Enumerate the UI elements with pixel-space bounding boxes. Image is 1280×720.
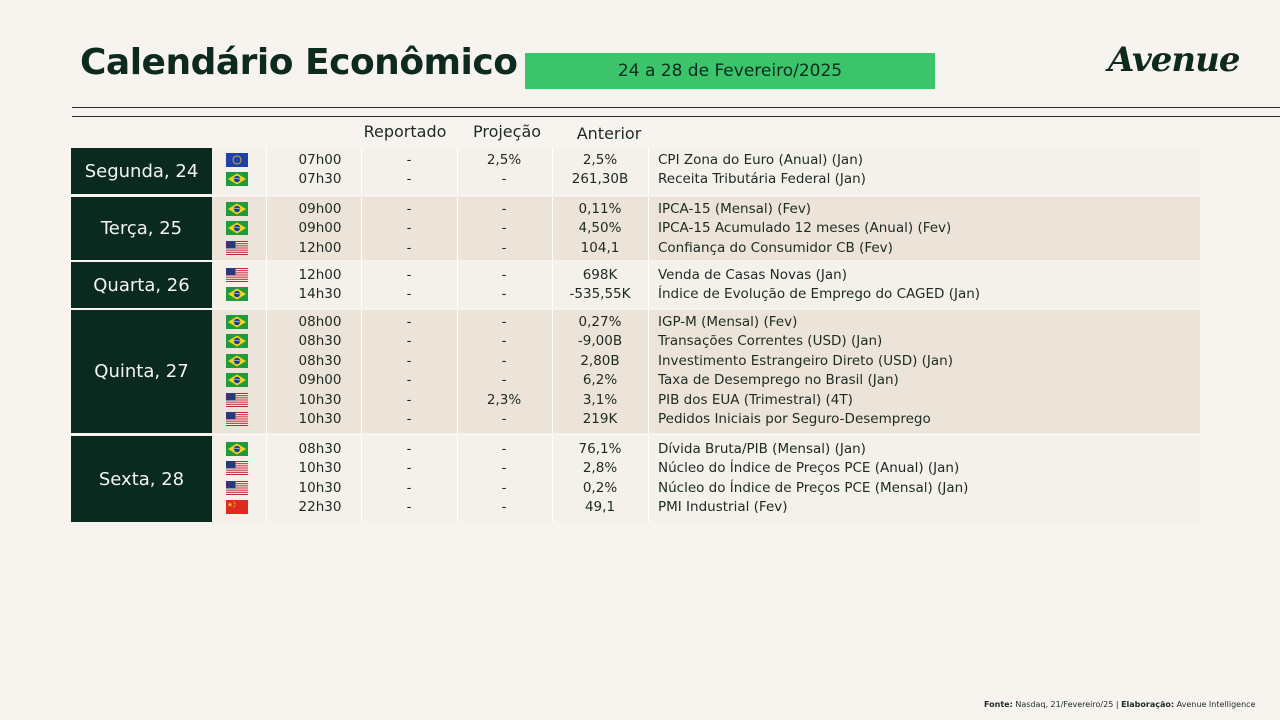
column-header-previous: Anterior [576, 124, 642, 143]
event-reported: - [406, 479, 412, 496]
event-reported: - [406, 152, 412, 168]
event-reported: - [406, 441, 412, 457]
day-section [71, 148, 1200, 194]
event-row [212, 219, 1200, 238]
event-previous: 2,8% [582, 460, 618, 477]
day-events [212, 310, 1200, 433]
event-row [212, 170, 1200, 189]
event-time: 10h30 [298, 411, 342, 427]
event-row [212, 151, 1200, 170]
page-title: Calendário Econômico [80, 42, 518, 83]
footer-source-text: Nasdaq, 21/Fevereiro/25 | [1015, 700, 1119, 709]
event-previous: -9,00B [577, 333, 623, 350]
event-row [212, 313, 1200, 332]
event-projection: - [501, 479, 507, 496]
event-projection: - [501, 333, 507, 350]
event-projection: - [501, 372, 507, 389]
event-time: 08h30 [298, 333, 342, 350]
column-header-reported: Reportado [363, 122, 447, 141]
event-previous: -535,55K [569, 286, 631, 303]
event-previous: 2,5% [582, 152, 618, 168]
day-label: Quinta, 27 [71, 310, 212, 433]
event-name: Índice de Evolução de Emprego do CAGED (Jan) [658, 286, 981, 303]
event-time: 12h00 [298, 267, 342, 283]
day-label: Quarta, 26 [71, 262, 212, 308]
event-reported: - [406, 460, 412, 477]
event-row [212, 200, 1200, 219]
event-previous: 0,11% [578, 201, 622, 217]
event-previous: 4,50% [578, 220, 622, 237]
brazil-flag-icon [226, 442, 248, 456]
footer-source [984, 700, 1255, 709]
event-time: 10h30 [298, 460, 342, 477]
event-projection: - [501, 171, 507, 188]
event-time: 10h30 [298, 391, 342, 408]
eu-flag-icon [226, 153, 248, 167]
event-time: 07h30 [298, 171, 342, 188]
event-previous: 3,1% [582, 391, 618, 408]
day-section [71, 197, 1200, 260]
event-previous: 219K [582, 411, 618, 427]
day-events [212, 197, 1200, 260]
event-reported: - [406, 333, 412, 350]
brazil-flag-icon [226, 373, 248, 387]
event-time: 10h30 [298, 479, 342, 496]
event-projection: - [501, 239, 507, 256]
day-events [212, 436, 1200, 522]
event-time: 09h00 [298, 201, 342, 217]
event-projection: - [501, 411, 507, 427]
event-previous: 2,80B [580, 352, 620, 369]
event-projection: - [501, 201, 507, 217]
event-projection: - [501, 441, 507, 457]
event-reported: - [406, 391, 412, 408]
day-label: Terça, 25 [71, 197, 212, 260]
footer-source-label: Fonte: [984, 700, 1013, 709]
china-flag-icon [226, 500, 248, 514]
avenue-logo: Avenue [1108, 40, 1240, 80]
day-events [212, 148, 1200, 194]
day-section [71, 436, 1200, 522]
day-section [71, 310, 1200, 433]
usa-flag-icon [226, 461, 248, 475]
date-range-text: 24 a 28 de Fevereiro/2025 [617, 61, 843, 81]
event-time: 09h00 [298, 220, 342, 237]
event-name: IPCA-15 Acumulado 12 meses (Anual) (Fev) [658, 220, 952, 237]
event-previous: 0,2% [582, 479, 618, 496]
usa-flag-icon [226, 481, 248, 495]
event-name: Núcleo do Índice de Preços PCE (Anual) (Jan) [658, 460, 960, 477]
day-events [212, 262, 1200, 308]
day-label: Segunda, 24 [71, 148, 212, 194]
brazil-flag-icon [226, 354, 248, 368]
event-time: 14h30 [298, 286, 342, 303]
event-reported: - [406, 372, 412, 389]
brazil-flag-icon [226, 287, 248, 301]
footer-made-by-text: Avenue Intelligence [1176, 700, 1256, 709]
event-previous: 6,2% [582, 372, 618, 389]
event-name: Receita Tributária Federal (Jan) [658, 171, 866, 188]
event-previous: 76,1% [578, 441, 622, 457]
event-name: Investimento Estrangeiro Direto (USD) (Jan) [658, 352, 953, 369]
event-name: Taxa de Desemprego no Brasil (Jan) [658, 372, 899, 389]
brazil-flag-icon [226, 172, 248, 186]
usa-flag-icon [226, 241, 248, 255]
event-reported: - [406, 171, 412, 188]
header-divider [72, 116, 1280, 117]
event-name: Transações Correntes (USD) (Jan) [658, 333, 883, 350]
event-projection: - [501, 220, 507, 237]
event-row [212, 266, 1200, 285]
event-projection: - [501, 267, 507, 283]
event-name: Dívida Bruta/PIB (Mensal) (Jan) [658, 441, 866, 457]
event-projection: 2,5% [486, 152, 522, 168]
brazil-flag-icon [226, 202, 248, 216]
event-time: 12h00 [298, 239, 342, 256]
event-previous: 104,1 [580, 239, 620, 256]
event-time: 08h30 [298, 441, 342, 457]
event-row [212, 498, 1200, 517]
event-time: 08h30 [298, 352, 342, 369]
event-row [212, 391, 1200, 410]
event-reported: - [406, 286, 412, 303]
event-name: PMI Industrial (Fev) [658, 499, 788, 516]
event-reported: - [406, 499, 412, 516]
date-range-badge [525, 53, 935, 89]
brazil-flag-icon [226, 221, 248, 235]
event-time: 22h30 [298, 499, 342, 516]
event-projection: - [501, 286, 507, 303]
event-row [212, 479, 1200, 498]
event-projection: - [501, 499, 507, 516]
event-row [212, 440, 1200, 459]
event-previous: 698K [582, 267, 618, 283]
event-name: IPCA-15 (Mensal) (Fev) [658, 201, 812, 217]
footer-made-by-label: Elaboração: [1121, 700, 1175, 709]
event-row [212, 410, 1200, 429]
event-row [212, 459, 1200, 478]
event-row [212, 285, 1200, 304]
event-name: Venda de Casas Novas (Jan) [658, 267, 847, 283]
usa-flag-icon [226, 412, 248, 426]
event-previous: 0,27% [578, 314, 622, 330]
event-name: Núcleo do Índice de Preços PCE (Mensal) (Jan) [658, 479, 969, 496]
top-divider [72, 107, 1280, 108]
usa-flag-icon [226, 393, 248, 407]
event-name: Confiança do Consumidor CB (Fev) [658, 239, 893, 256]
event-time: 07h00 [298, 152, 342, 168]
event-reported: - [406, 220, 412, 237]
usa-flag-icon [226, 268, 248, 282]
event-projection: - [501, 352, 507, 369]
event-time: 08h00 [298, 314, 342, 330]
event-projection: 2,3% [486, 391, 522, 408]
brazil-flag-icon [226, 334, 248, 348]
event-row [212, 352, 1200, 371]
event-reported: - [406, 411, 412, 427]
event-name: CPI Zona do Euro (Anual) (Jan) [658, 152, 864, 168]
event-previous: 49,1 [584, 499, 616, 516]
day-section [71, 262, 1200, 308]
event-reported: - [406, 201, 412, 217]
event-reported: - [406, 267, 412, 283]
event-reported: - [406, 314, 412, 330]
event-previous: 261,30B [571, 171, 629, 188]
event-reported: - [406, 239, 412, 256]
event-name: Pedidos Iniciais por Seguro-Desemprego [658, 411, 931, 427]
day-label: Sexta, 28 [71, 436, 212, 522]
event-time: 09h00 [298, 372, 342, 389]
event-row [212, 239, 1200, 258]
event-row [212, 371, 1200, 390]
event-projection: - [501, 460, 507, 477]
event-name: IGP-M (Mensal) (Fev) [658, 314, 798, 330]
column-header-projection: Projeção [472, 122, 542, 141]
brazil-flag-icon [226, 315, 248, 329]
event-projection: - [501, 314, 507, 330]
event-name: PIB dos EUA (Trimestral) (4T) [658, 391, 853, 408]
event-reported: - [406, 352, 412, 369]
event-row [212, 332, 1200, 351]
